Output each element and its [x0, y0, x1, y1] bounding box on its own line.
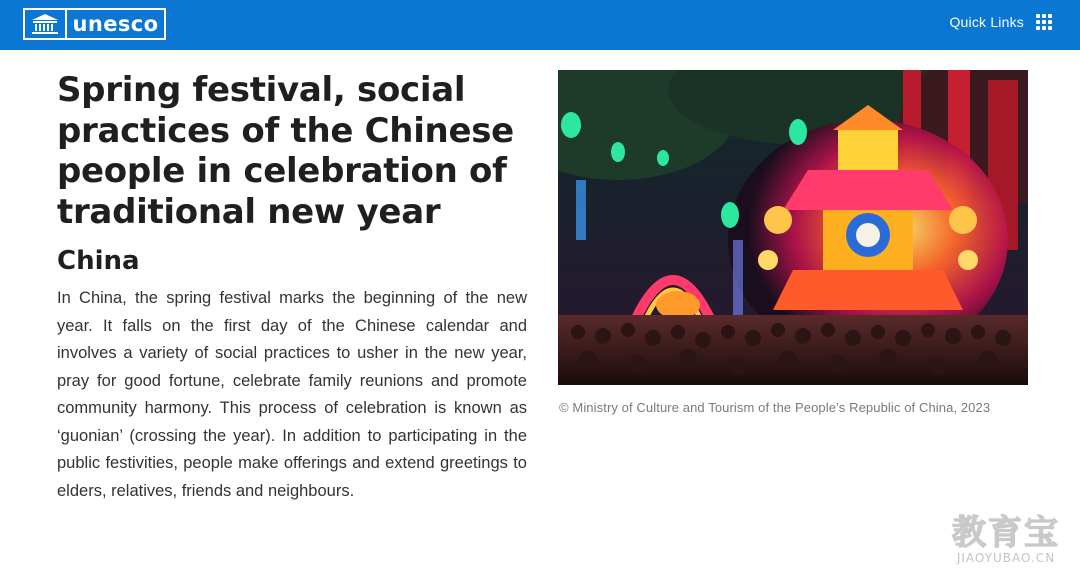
page-title: Spring festival, social practices of the Chinese people in celebration of traditional new year [57, 70, 514, 232]
element-description: In China, the spring festival marks the beginning of the new year. It falls on the first day of the Chinese calendar and involves a variety of social practices to usher in the new year, pray for good fortune, celebrate family reunions and promote community harmony. This process of celebration is known as ‘guonian’ (crossing the year). In addition to participating in the public festivities, people make offerings and extend greetings to elders, relatives, friends and neighbours. [57, 289, 527, 500]
photo-credit: © Ministry of Culture and Tourism of the People’s Republic of China, 2023 [559, 400, 991, 415]
watermark-chinese: 教育宝 [952, 513, 1060, 553]
watermark-latin: JIAOYUBAO.CN [956, 551, 1056, 565]
festival-photo[interactable] [558, 70, 1028, 385]
logo-wordmark: unesco [72, 12, 159, 36]
country-heading: China [57, 246, 140, 276]
watermark [952, 515, 1060, 565]
quick-links-label: Quick Links [949, 14, 1024, 30]
unesco-logo-link[interactable] [23, 8, 166, 40]
quick-links-grid-icon [1036, 14, 1052, 30]
top-navigation-bar [0, 0, 1080, 50]
quick-links-button[interactable] [949, 14, 1052, 30]
unesco-temple-icon [25, 10, 65, 38]
